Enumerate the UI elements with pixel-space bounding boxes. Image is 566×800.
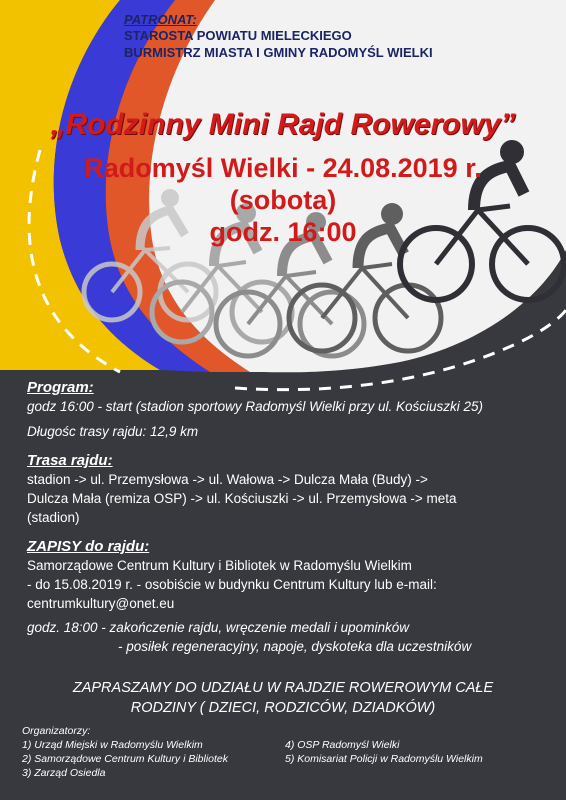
program-length: Długośc trasy rajdu: 12,9 km — [27, 424, 199, 439]
event-place-date: Radomyśl Wielki - 24.08.2019 r. — [84, 153, 482, 183]
organizer-item: 2) Samorządowe Centrum Kultury i Bibliotek — [22, 753, 229, 765]
finish-line: godz. 18:00 - zakończenie rajdu, wręczenie medali i upominków — [27, 620, 409, 635]
event-details — [27, 378, 547, 656]
organizers-right — [285, 738, 483, 766]
event-weekday: (sobota) — [229, 185, 337, 215]
signup-line: Samorządowe Centrum Kultury i Bibliotek w Radomyślu Wielkim — [27, 558, 412, 573]
patronat-line: BURMISTRZ MIASTA I GMINY RADOMYŚL WIELKI — [124, 45, 433, 60]
event-subtitle — [0, 152, 566, 248]
organizer-item: 3) Zarząd Osiedla — [22, 767, 106, 779]
patronat-line: STAROSTA POWIATU MIELECKIEGO — [124, 28, 352, 43]
organizers-left — [22, 724, 228, 780]
event-time: godz. 16:00 — [209, 217, 357, 247]
signup-heading: ZAPISY do rajdu: — [27, 538, 150, 555]
signup-line: - do 15.08.2019 r. - osobiście w budynku Centrum Kultury lub e-mail: — [27, 577, 437, 592]
route-heading: Trasa rajdu: — [27, 452, 113, 469]
organizer-item: 1) Urząd Miejski w Radomyślu Wielkim — [22, 739, 203, 751]
event-title: „Rodzinny Mini Rajd Rowerowy” — [50, 108, 516, 141]
patronat-label: PATRONAT: — [124, 12, 197, 27]
route-line: (stadion) — [27, 510, 80, 525]
invitation — [0, 678, 566, 718]
invitation-line: RODZINY ( DZIECI, RODZICÓW, DZIADKÓW) — [130, 700, 436, 716]
invitation-line: ZAPRASZAMY DO UDZIAŁU W RAJDZIE ROWEROWYM CAŁE — [72, 680, 494, 696]
signup-email: centrumkultury@onet.eu — [27, 596, 175, 611]
patronat-block — [124, 12, 433, 61]
program-heading: Program: — [27, 379, 94, 396]
program-start: godz 16:00 - start (stadion sportowy Radomyśl Wielki przy ul. Kościuszki 25) — [27, 399, 484, 414]
organizer-item: 4) OSP Radomyśl Wielki — [285, 739, 400, 751]
organizer-item: 5) Komisariat Policji w Radomyślu Wielkim — [285, 753, 483, 765]
route-line: stadion -> ul. Przemysłowa -> ul. Wałowa -> Dulcza Mała (Budy) -> — [27, 472, 428, 487]
route-line: Dulcza Mała (remiza OSP) -> ul. Kościuszki -> ul. Przemysłowa -> meta — [27, 491, 457, 506]
organizers-heading: Organizatorzy: — [22, 725, 91, 737]
finish-line: - posiłek regeneracyjny, napoje, dyskoteka dla uczestników — [118, 639, 472, 654]
